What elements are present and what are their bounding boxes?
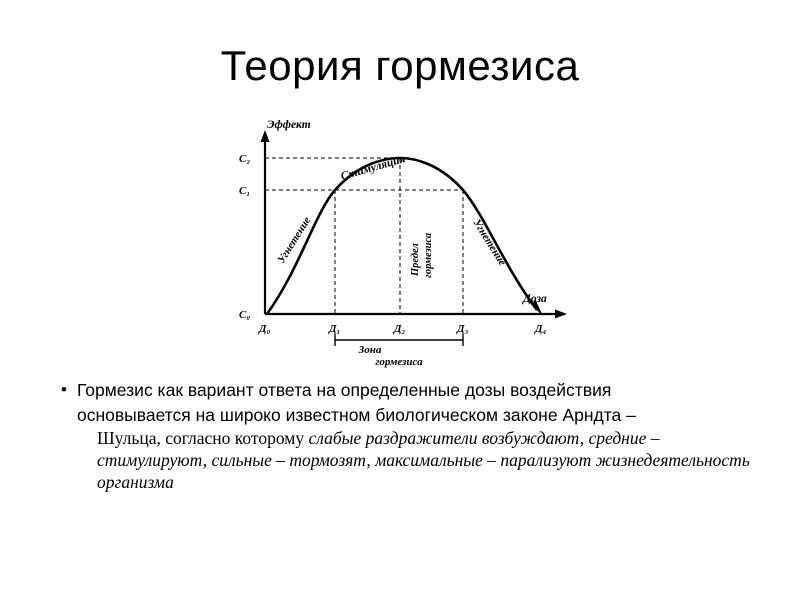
paragraph-3-italic: слабые раздражители возбуждают, средние – стимулируют, сильные – тормозят, максимальные – парализуют жизнедеятельность организма [97,428,750,492]
bullet-block [55,378,755,493]
y-tick-1: С₁ [239,185,251,197]
x-tick-2: Д₂ [394,323,406,335]
paragraph-3 [55,427,755,493]
y-tick-2: С₂ [239,153,251,165]
chart-svg [205,118,595,368]
y-tick-0: С₀ [239,309,251,321]
paragraph-1: Гормезис как вариант ответа на определенные дозы воздействия [77,380,612,400]
paragraph-3-normal: Шульца, согласно которому [97,428,309,448]
page-title: Теория гормезиса [220,42,580,89]
y-axis-arrow [261,130,270,142]
annotation-stimulation: Стимуляция [339,153,407,183]
hormesis-curve [267,158,537,314]
x-tick-1: Д₁ [329,323,341,335]
paragraph-2: основывается на широко известном биологическом законе Арндта – [77,405,636,425]
annotation-hormesis-limit [410,243,421,277]
annotation-inhibition-left: Угнетение [275,214,314,266]
x-axis-arrow [555,310,567,319]
x-axis-label: Доза [523,293,547,305]
annotation-zone-line1: Зона [358,344,382,356]
annotation-hormesis-limit-line2: гормезиса [423,232,434,278]
hormesis-chart [205,118,595,368]
bullet-row [55,378,755,402]
x-tick-3: Д₃ [457,323,469,335]
annotation-inhibition-right: Угнетение [470,217,509,269]
annotation-hormesis-limit-line1: Предел [410,243,421,276]
x-tick-0: Д₀ [259,323,271,335]
x-tick-4: Д₄ [535,323,547,335]
annotation-zone-line2: гормезиса [375,356,423,368]
y-axis-label: Эффект [267,119,311,131]
bullet-marker: • [61,380,67,399]
